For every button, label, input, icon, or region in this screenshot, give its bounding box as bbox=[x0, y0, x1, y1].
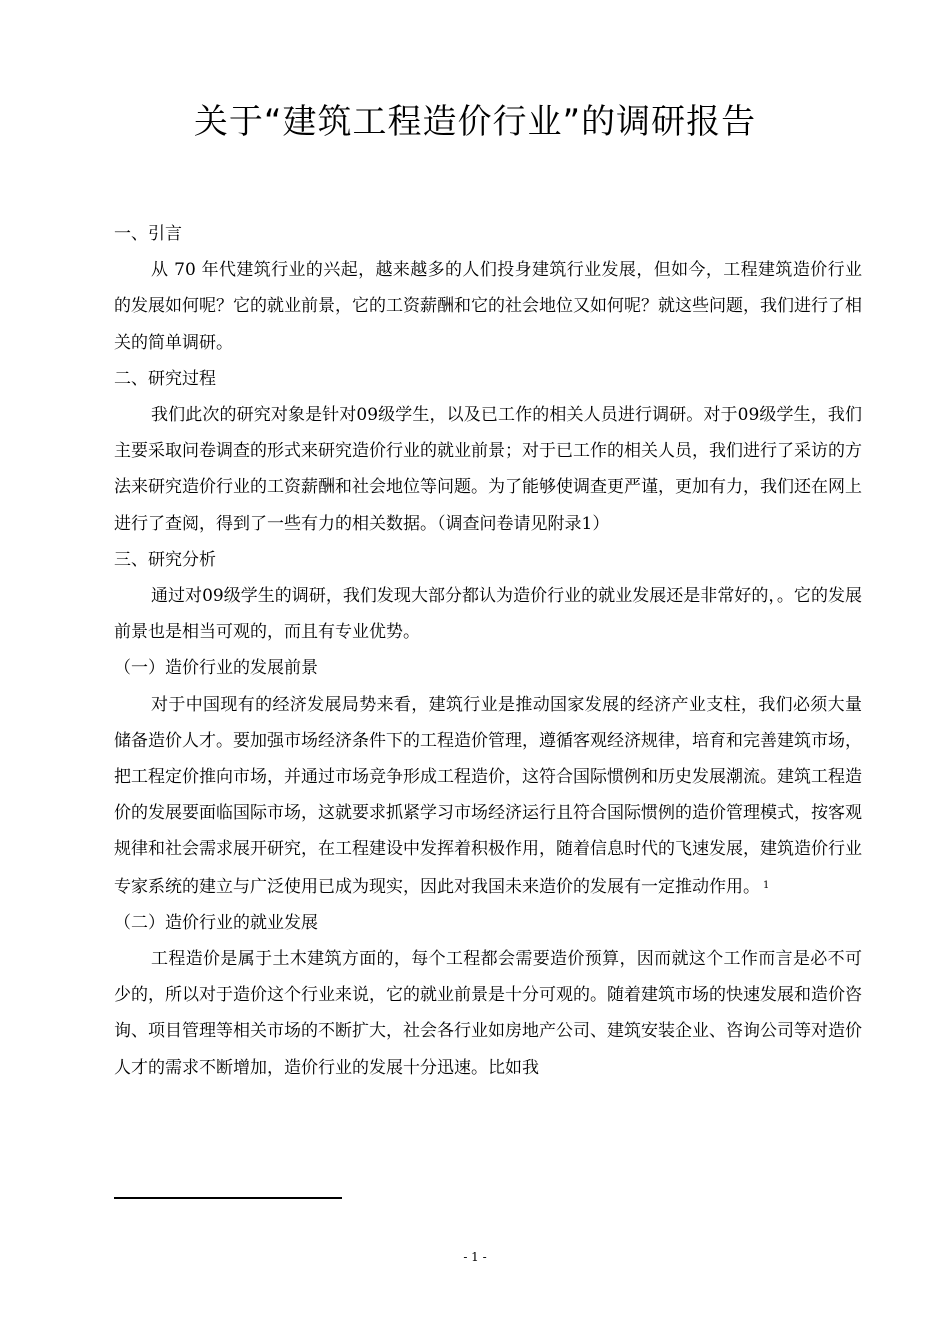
paragraph-process: 我们此次的研究对象是针对09级学生，以及已工作的相关人员进行调研。对于09级学生，我们主要采取问卷调查的形式来研究造价行业的就业前景；对于已工作的相关人员，我们进行了采访的方法来研究造价行业的工资薪酬和社会地位等问题。为了能够使调查更严谨，更加有力，我们还在网上进行了查阅，得到了一些有力的相关数据。（调查问卷请见附录1） bbox=[114, 405, 862, 534]
subsection-heading-prospects: （一）造价行业的发展前景 bbox=[114, 658, 318, 679]
footnote-reference[interactable]: 1 bbox=[763, 879, 770, 891]
paragraph-prospects-text: 对于中国现有的经济发展局势来看，建筑行业是推动国家发展的经济产业支柱，我们必须大量储备造价人才。要加强市场经济条件下的工程造价管理，遵循客观经济规律，培育和完善建筑市场，把工程定价推向市场，并通过市场竞争形成工程造价，这符合国际惯例和历史发展潮流。建筑工程造价的发展要面临国际市场，这就要求抓紧学习市场经济运行且符合国际惯例的造价管理模式，按客观规律和社会需求展开研究，在工程建设中发挥着积极作用，随着信息时代的飞速发展，建筑造价行业专家系统的建立与广泛使用已成为现实，因此对我国未来造价的发展有一定推动作用。 bbox=[114, 694, 862, 897]
section-heading-intro: 一、引言 bbox=[114, 224, 182, 244]
section-heading-analysis: 三、研究分析 bbox=[114, 549, 216, 570]
paragraph-analysis: 通过对09级学生的调研，我们发现大部分都认为造价行业的就业发展还是非常好的，。它的发展前景也是相当可观的，而且有专业优势。 bbox=[114, 586, 862, 643]
paragraph-prospects bbox=[114, 687, 862, 905]
page-number: - 1 - bbox=[463, 1250, 487, 1264]
paragraph-intro: 从 70 年代建筑行业的兴起，越来越多的人们投身建筑行业发展，但如今，工程建筑造价行业的发展如何呢？它的就业前景，它的工资薪酬和它的社会地位又如何呢？就这些问题，我们进行了相关的简单调研。 bbox=[114, 260, 862, 353]
document-body bbox=[114, 216, 862, 1086]
footnote-separator bbox=[114, 1197, 342, 1199]
section-heading-process: 二、研究过程 bbox=[114, 368, 216, 389]
document-title: 关于“建筑工程造价行业”的调研报告 bbox=[193, 102, 757, 142]
subsection-heading-employment: （二）造价行业的就业发展 bbox=[114, 912, 318, 933]
paragraph-employment: 工程造价是属于土木建筑方面的，每个工程都会需要造价预算，因而就这个工作而言是必不可少的，所以对于造价这个行业来说，它的就业前景是十分可观的。随着建筑市场的快速发展和造价咨询、项目管理等相关市场的不断扩大，社会各行业如房地产公司、建筑安装企业、咨询公司等对造价人才的需求不断增加，造价行业的发展十分迅速。比如我 bbox=[114, 949, 862, 1078]
